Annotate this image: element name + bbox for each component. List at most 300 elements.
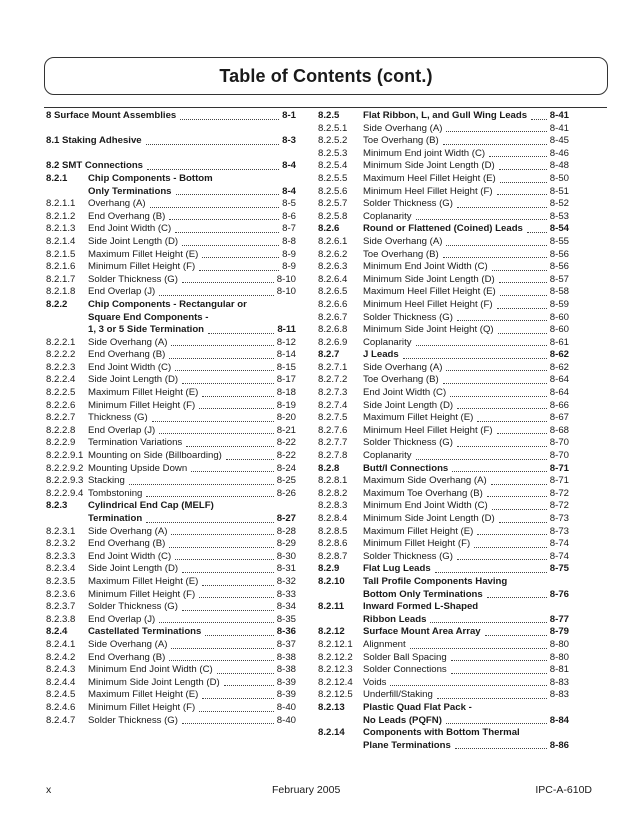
toc-entry-number: 8.2.3.7	[46, 601, 76, 613]
dot-leader	[500, 182, 547, 183]
toc-entry-title: Square End Components -	[88, 311, 209, 323]
toc-entry[interactable]	[318, 148, 569, 161]
toc-entry-number: 8.2.13	[318, 701, 345, 713]
dot-leader	[169, 358, 273, 359]
toc-entry-title: Solder Thickness (G)	[363, 198, 453, 210]
dot-leader	[457, 207, 547, 208]
toc-entry-number: 8.2.2.9.4	[46, 487, 84, 499]
toc-entry-title: Minimum Side Joint Length (D)	[363, 513, 495, 524]
toc-entry-title: Surface Mount Area Array	[363, 626, 481, 638]
toc-entry-number: 8.2.6.8	[318, 324, 348, 336]
toc-entry[interactable]	[318, 563, 569, 576]
toc-entry-number: 8.2.12.4	[318, 676, 353, 688]
toc-entry-title: End Overlap (J)	[88, 286, 156, 298]
toc-entry-page: 8-77	[549, 613, 569, 625]
toc-entry[interactable]	[46, 110, 296, 123]
toc-entry-number: 8.2.3.8	[46, 613, 76, 625]
toc-entry[interactable]	[46, 236, 296, 249]
dot-leader	[224, 685, 274, 686]
toc-entry-title: Maximum Heel Fillet Height (E)	[363, 172, 496, 184]
toc-entry[interactable]	[46, 261, 296, 274]
toc-entry[interactable]	[46, 299, 296, 312]
toc-entry-title: Minimum Heel Fillet Height (F)	[363, 185, 493, 197]
toc-entry[interactable]	[318, 110, 569, 123]
dot-leader	[497, 194, 547, 195]
toc-entry[interactable]	[46, 173, 296, 186]
toc-entry-number: 8.2.7.1	[318, 361, 348, 373]
toc-entry-page: 8-72	[549, 487, 569, 499]
dot-leader	[199, 270, 279, 271]
toc-entry[interactable]	[318, 513, 569, 526]
toc-entry-number: 8.2.7	[318, 349, 340, 361]
toc-entry[interactable]	[318, 160, 569, 173]
toc-entry[interactable]	[318, 463, 569, 476]
dot-leader	[437, 698, 547, 699]
toc-entry[interactable]	[46, 614, 296, 627]
toc-entry-title: Coplanarity	[363, 210, 412, 222]
toc-entry-page: 8-28	[276, 525, 296, 537]
toc-left-column	[46, 110, 296, 727]
toc-entry-title: Maximum Side Overhang (A)	[363, 475, 487, 487]
toc-entry-page: 8-60	[549, 311, 569, 323]
toc-entry-title: Solder Ball Spacing	[363, 651, 447, 663]
dot-leader	[487, 597, 547, 598]
dot-leader	[474, 547, 547, 548]
toc-entry-page: 8-36	[276, 626, 296, 638]
toc-entry-page: 8-34	[276, 601, 296, 613]
dot-leader	[492, 509, 547, 510]
dot-leader	[180, 119, 279, 120]
dot-leader	[186, 446, 274, 447]
dot-leader	[498, 333, 547, 334]
toc-entry[interactable]	[318, 425, 569, 438]
toc-entry-page: 8-68	[549, 424, 569, 436]
toc-entry-number: 8.2.10	[318, 575, 345, 587]
toc-entry[interactable]	[318, 500, 569, 513]
toc-entry[interactable]	[318, 652, 569, 665]
toc-entry-page: 8-9	[282, 261, 296, 273]
toc-entry-number: 8.2.5.3	[318, 147, 348, 159]
toc-entry-page: 8-56	[549, 261, 569, 273]
toc-entry-title: Underfill/Staking	[363, 689, 433, 701]
toc-entry-page: 8-21	[276, 424, 296, 436]
toc-entry[interactable]	[46, 450, 296, 463]
toc-entry[interactable]	[318, 639, 569, 652]
toc-entry-title: Solder Thickness (G)	[363, 437, 453, 449]
toc-entry[interactable]	[46, 374, 296, 387]
toc-entry[interactable]	[318, 123, 569, 136]
toc-entry[interactable]	[46, 715, 296, 728]
toc-entry[interactable]	[318, 349, 569, 362]
toc-entry-number: 8.2.2.9.1	[46, 450, 84, 462]
toc-entry-page: 8-20	[276, 412, 296, 424]
toc-entry-page: 8-74	[549, 550, 569, 562]
dot-leader	[199, 597, 274, 598]
toc-entry[interactable]	[318, 173, 569, 186]
toc-entry[interactable]	[318, 551, 569, 564]
toc-entry-page: 8-73	[549, 525, 569, 537]
dot-leader	[485, 635, 547, 636]
toc-entry-title: Minimum Side Joint Length (D)	[363, 160, 495, 172]
toc-entry[interactable]	[46, 249, 296, 262]
toc-entry-title: Minimum Fillet Height (F)	[363, 538, 471, 550]
toc-entry[interactable]	[46, 186, 296, 199]
dot-leader	[171, 648, 273, 649]
toc-entry[interactable]	[46, 337, 296, 350]
toc-entry-title: Stacking	[88, 475, 125, 487]
dot-leader	[182, 245, 279, 246]
dot-leader	[451, 673, 547, 674]
dot-leader	[446, 370, 546, 371]
toc-entry-title: End Joint Width (C)	[88, 550, 172, 562]
footer-page-number: x	[46, 784, 52, 796]
dot-leader	[497, 433, 547, 434]
toc-entry-page: 8-6	[282, 210, 296, 222]
toc-entry-number: 8.2.4.4	[46, 676, 76, 688]
toc-entry[interactable]	[46, 500, 296, 513]
dot-leader	[443, 144, 547, 145]
toc-entry-title: 8 Surface Mount Assemblies	[46, 110, 177, 121]
toc-entry[interactable]	[318, 337, 569, 350]
toc-entry-page: 8-70	[549, 437, 569, 449]
dot-leader	[487, 496, 547, 497]
dot-leader	[416, 459, 547, 460]
toc-entry[interactable]	[46, 652, 296, 665]
toc-entry-page: 8-35	[276, 613, 296, 625]
toc-entry[interactable]	[318, 374, 569, 387]
toc-entry-number: 8.2.12.5	[318, 689, 353, 701]
toc-entry-page: 8-66	[549, 399, 569, 411]
toc-entry-page: 8-9	[282, 248, 296, 260]
toc-entry[interactable]	[318, 400, 569, 413]
toc-entry-number: 8.2.3.6	[46, 588, 76, 600]
toc-entry-number: 8.2.5	[318, 110, 340, 121]
toc-entry-number: 8.2.2	[46, 298, 68, 310]
toc-entry-page: 8-11	[277, 324, 296, 336]
toc-entry-number: 8.2.6	[318, 223, 340, 235]
toc-entry-title: Minimum Fillet Height (F)	[88, 261, 196, 273]
toc-entry[interactable]	[318, 488, 569, 501]
toc-entry[interactable]	[318, 677, 569, 690]
toc-entry-page: 8-25	[276, 475, 296, 487]
toc-entry[interactable]	[318, 312, 569, 325]
toc-entry-title: End Joint Width (C)	[88, 361, 172, 373]
toc-entry-page: 8-29	[276, 538, 296, 550]
toc-entry-page: 8-4	[282, 185, 296, 197]
toc-entry-page: 8-38	[276, 664, 296, 676]
toc-entry-number: 8.2.1.3	[46, 223, 76, 235]
dot-leader	[205, 635, 273, 636]
dot-leader	[182, 383, 274, 384]
title-divider	[44, 107, 607, 108]
dot-leader	[226, 459, 274, 460]
toc-entry[interactable]	[318, 538, 569, 551]
toc-entry-number: 8.2.3.5	[46, 575, 76, 587]
toc-entry-title: No Leads (PQFN)	[363, 714, 442, 726]
toc-entry-page: 8-31	[276, 563, 296, 575]
toc-entry[interactable]	[318, 324, 569, 337]
toc-entry[interactable]	[318, 727, 569, 740]
toc-entry-number: 8.2.5.2	[318, 135, 348, 147]
toc-entry[interactable]	[318, 526, 569, 539]
toc-entry[interactable]	[46, 160, 296, 173]
toc-entry-title: Maximum Fillet Height (E)	[88, 248, 199, 260]
toc-entry[interactable]	[46, 664, 296, 677]
dot-leader	[199, 711, 274, 712]
toc-entry-number: 8.2.11	[318, 601, 345, 613]
toc-entry-page: 8-33	[276, 588, 296, 600]
toc-entry[interactable]	[318, 261, 569, 274]
toc-entry-number: 8.2.2.5	[46, 387, 76, 399]
toc-entry-page: 8-1	[282, 110, 296, 121]
toc-entry-title: Solder Connections	[363, 664, 447, 676]
dot-leader	[531, 119, 547, 120]
dot-leader	[175, 559, 274, 560]
toc-entry-number: 8.2.6.9	[318, 336, 348, 348]
toc-entry-title: Maximum Fillet Height (E)	[88, 689, 199, 701]
toc-entry-number: 8.2.6.4	[318, 273, 348, 285]
toc-entry[interactable]	[318, 437, 569, 450]
dot-leader	[129, 484, 274, 485]
toc-entry-page: 8-39	[276, 689, 296, 701]
toc-entry-title: Flat Lug Leads	[363, 563, 431, 575]
toc-entry[interactable]	[318, 249, 569, 262]
toc-entry-page: 8-52	[549, 198, 569, 210]
toc-entry-page: 8-75	[549, 563, 569, 575]
dot-leader	[159, 295, 274, 296]
toc-entry-title: Plastic Quad Flat Pack -	[363, 701, 472, 713]
toc-entry-number: 8.2.8.2	[318, 487, 348, 499]
toc-entry-page: 8-83	[549, 689, 569, 701]
toc-entry[interactable]	[318, 299, 569, 312]
toc-entry-title: Butt/I Connections	[363, 462, 449, 474]
toc-entry[interactable]	[46, 513, 296, 526]
footer-date: February 2005	[272, 784, 341, 796]
toc-entry[interactable]	[46, 576, 296, 589]
toc-entry-title: Mounting on Side (Billboarding)	[88, 450, 222, 462]
dot-leader	[171, 534, 273, 535]
toc-entry[interactable]	[318, 475, 569, 488]
toc-entry[interactable]	[46, 551, 296, 564]
toc-entry[interactable]	[46, 400, 296, 413]
toc-entry[interactable]	[318, 186, 569, 199]
toc-entry[interactable]	[318, 198, 569, 211]
toc-entry-title: End Overhang (B)	[88, 538, 166, 550]
toc-entry[interactable]	[318, 211, 569, 224]
dot-leader	[182, 282, 274, 283]
toc-entry[interactable]	[46, 526, 296, 539]
toc-entry-title: Solder Thickness (G)	[363, 550, 453, 562]
toc-entry-page: 8-58	[549, 286, 569, 298]
toc-entry[interactable]	[46, 274, 296, 287]
dot-leader	[491, 484, 547, 485]
toc-entry-title: 8.1 Staking Adhesive	[46, 135, 142, 147]
toc-entry[interactable]	[46, 639, 296, 652]
toc-entry-page: 8-17	[276, 374, 296, 386]
dot-leader	[499, 169, 547, 170]
toc-entry-page: 8-54	[549, 223, 569, 235]
toc-entry-page: 8-45	[549, 135, 569, 147]
toc-entry-page: 8-5	[282, 198, 296, 210]
toc-entry-page: 8-39	[276, 676, 296, 688]
toc-entry[interactable]	[46, 437, 296, 450]
toc-entry-title: Maximum Fillet Height (E)	[363, 412, 474, 424]
toc-entry-title: Side Overhang (A)	[363, 361, 443, 373]
toc-entry[interactable]	[318, 286, 569, 299]
toc-entry[interactable]	[318, 626, 569, 639]
toc-entry-number: 8.2.7.2	[318, 374, 348, 386]
toc-entry-title: 8.2 SMT Connections	[46, 160, 144, 172]
toc-entry[interactable]	[46, 538, 296, 551]
toc-entry-number: 8.2.12.2	[318, 651, 353, 663]
toc-entry[interactable]	[46, 135, 296, 148]
toc-entry[interactable]	[46, 312, 296, 325]
toc-entry-page: 8-53	[549, 210, 569, 222]
dot-leader	[159, 433, 274, 434]
toc-entry-number: 8.2.5.4	[318, 160, 348, 172]
toc-entry-number: 8.2.6.5	[318, 286, 348, 298]
toc-entry-number: 8.2.2.4	[46, 374, 76, 386]
toc-entry-title: Side Overhang (A)	[88, 336, 168, 348]
toc-entry-title: Tall Profile Components Having	[363, 575, 508, 587]
toc-entry-number: 8.2.5.1	[318, 122, 348, 134]
dot-leader	[489, 156, 547, 157]
toc-entry-page: 8-40	[276, 701, 296, 713]
toc-entry-number: 8.2.9	[318, 563, 340, 575]
dot-leader	[446, 723, 547, 724]
dot-leader	[390, 685, 546, 686]
toc-entry-number: 8.2.2.9.3	[46, 475, 84, 487]
toc-entry-number: 8.2.5.6	[318, 185, 348, 197]
dot-leader	[457, 408, 547, 409]
toc-entry-page: 8-22	[276, 437, 296, 449]
dot-leader	[146, 144, 280, 145]
dot-leader	[182, 723, 274, 724]
toc-entry-page: 8-32	[276, 575, 296, 587]
dot-leader	[202, 396, 273, 397]
toc-entry-title: Only Terminations	[88, 185, 172, 197]
toc-entry-title: Toe Overhang (B)	[363, 135, 439, 147]
toc-entry-page: 8-27	[276, 513, 296, 524]
toc-entry-title: Solder Thickness (G)	[88, 601, 178, 613]
toc-entry[interactable]	[46, 211, 296, 224]
toc-entry-page: 8-71	[549, 462, 569, 474]
toc-entry[interactable]	[318, 589, 569, 602]
toc-entry[interactable]	[46, 626, 296, 639]
toc-entry-page: 8-59	[549, 298, 569, 310]
toc-entry-number: 8.2.7.3	[318, 387, 348, 399]
toc-entry[interactable]	[46, 563, 296, 576]
toc-entry[interactable]	[46, 223, 296, 236]
toc-entry-title: Alignment	[363, 638, 406, 650]
toc-entry[interactable]	[318, 274, 569, 287]
toc-entry[interactable]	[46, 198, 296, 211]
toc-entry[interactable]	[46, 601, 296, 614]
toc-entry[interactable]	[46, 425, 296, 438]
toc-entry[interactable]	[46, 387, 296, 400]
toc-entry-number: 8.2.12.3	[318, 664, 353, 676]
toc-entry-number: 8.2.6.7	[318, 311, 348, 323]
toc-entry[interactable]	[46, 349, 296, 362]
toc-entry[interactable]	[46, 689, 296, 702]
toc-entry-title: Ribbon Leads	[363, 613, 427, 625]
toc-entry-page: 8-40	[276, 714, 296, 726]
toc-entry-number: 8.2.7.6	[318, 424, 348, 436]
toc-entry[interactable]	[318, 412, 569, 425]
toc-entry-number: 8.2.3.4	[46, 563, 76, 575]
toc-entry[interactable]	[318, 236, 569, 249]
toc-entry-title: Flat Ribbon, L, and Gull Wing Leads	[363, 110, 528, 121]
dot-leader	[457, 559, 547, 560]
toc-entry-number: 8.2.5.8	[318, 210, 348, 222]
toc-entry-number: 8.2.2.2	[46, 349, 76, 361]
toc-entry[interactable]	[46, 362, 296, 375]
toc-entry-title: Minimum End joint Width (C)	[363, 147, 486, 159]
toc-entry[interactable]	[46, 286, 296, 299]
dot-leader	[146, 496, 273, 497]
toc-entry-title: Components with Bottom Thermal	[363, 727, 520, 739]
toc-entry-number: 8.2.3.1	[46, 525, 76, 537]
toc-entry-page: 8-10	[276, 286, 296, 298]
dot-leader	[443, 383, 547, 384]
toc-entry[interactable]	[46, 463, 296, 476]
toc-entry[interactable]	[318, 387, 569, 400]
toc-entry[interactable]	[318, 689, 569, 702]
toc-entry-title: End Joint Width (C)	[88, 223, 172, 235]
dot-leader	[416, 345, 547, 346]
toc-entry[interactable]	[318, 614, 569, 627]
toc-entry-title: Minimum Heel Fillet Height (F)	[363, 298, 493, 310]
toc-entry[interactable]	[318, 576, 569, 589]
toc-entry[interactable]	[46, 412, 296, 425]
title-box	[44, 57, 608, 95]
toc-entry-title: Side Overhang (A)	[88, 525, 168, 537]
toc-entry-title: End Overlap (J)	[88, 613, 156, 625]
dot-leader	[450, 396, 547, 397]
dot-leader	[169, 219, 279, 220]
toc-entry-title: Inward Formed L-Shaped	[363, 601, 479, 613]
toc-entry-number: 8.2.1.1	[46, 198, 76, 210]
toc-entry[interactable]	[318, 223, 569, 236]
toc-entry[interactable]	[318, 135, 569, 148]
toc-entry-title: Minimum End Joint Width (C)	[88, 664, 213, 676]
toc-entry-number: 8.2.7.8	[318, 450, 348, 462]
toc-entry[interactable]	[46, 677, 296, 690]
toc-entry[interactable]	[46, 324, 296, 337]
toc-entry-title: Maximum Fillet Height (E)	[88, 387, 199, 399]
toc-entry[interactable]	[318, 715, 569, 728]
toc-entry-page: 8-46	[549, 147, 569, 159]
toc-entry[interactable]	[46, 589, 296, 602]
toc-entry[interactable]	[318, 362, 569, 375]
dot-leader	[451, 660, 547, 661]
toc-entry-page: 8-62	[549, 349, 569, 361]
toc-entry[interactable]	[318, 664, 569, 677]
toc-entry[interactable]	[46, 488, 296, 501]
toc-entry[interactable]	[318, 702, 569, 715]
toc-entry-number: 8.2.8.4	[318, 513, 348, 524]
toc-entry[interactable]	[318, 740, 569, 753]
toc-entry-page: 8-83	[549, 676, 569, 688]
toc-entry[interactable]	[318, 450, 569, 463]
toc-entry[interactable]	[46, 702, 296, 715]
toc-entry-number: 8.2.1.5	[46, 248, 76, 260]
toc-entry-title: Minimum Side Joint Length (D)	[363, 273, 495, 285]
toc-entry[interactable]	[318, 601, 569, 614]
toc-entry-page: 8-55	[549, 235, 569, 247]
toc-entry[interactable]	[46, 475, 296, 488]
toc-entry-page: 8-4	[282, 160, 296, 172]
